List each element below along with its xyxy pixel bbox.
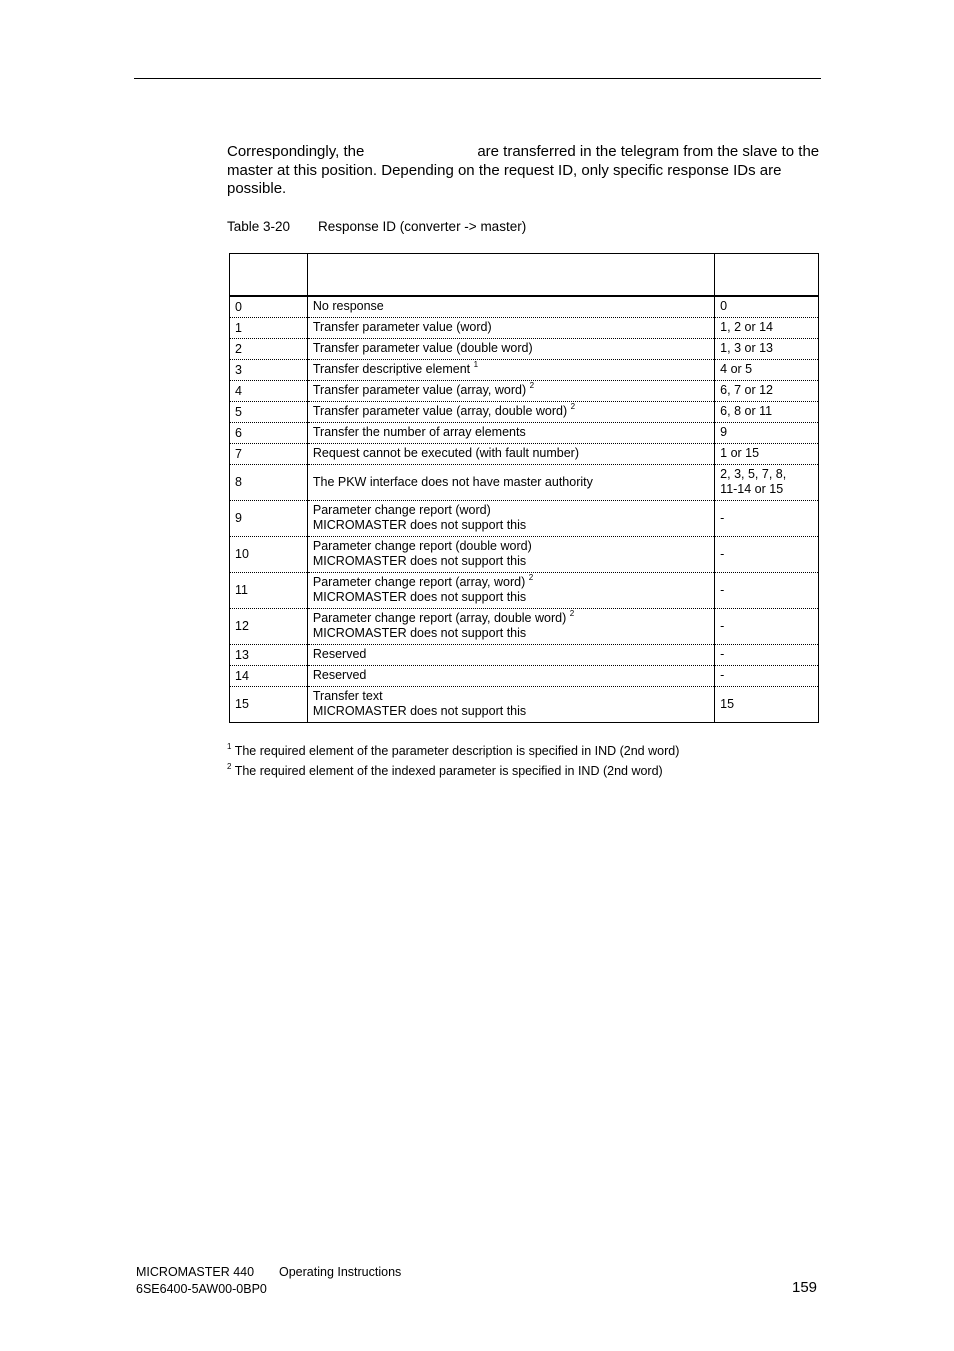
- table-row: [230, 686, 819, 722]
- description-line: [313, 446, 709, 461]
- description-cell: [307, 317, 714, 338]
- request-id-cell: [715, 608, 819, 644]
- request-id-cell: [715, 401, 819, 422]
- description-line: [313, 704, 709, 719]
- description-cell: [307, 644, 714, 665]
- description-text: Transfer parameter value (array, double word): [312, 404, 568, 418]
- request-id-value: 1, 3 or 13: [720, 341, 773, 355]
- description-line: [313, 425, 709, 440]
- description-cell: [307, 572, 714, 608]
- footer-order-number: 6SE6400-5AW00-0BP0: [136, 1282, 267, 1296]
- request-id-value: 9: [720, 425, 728, 439]
- description-line: [313, 626, 709, 641]
- footnote-1: [227, 744, 679, 758]
- description-line: [313, 404, 709, 419]
- page-footer: [136, 1264, 401, 1298]
- header-cell-id: [230, 254, 308, 297]
- request-id-cell: [715, 317, 819, 338]
- description-line: [313, 539, 709, 554]
- intro-text-start: Correspondingly, the: [227, 143, 365, 160]
- request-id-value: 1 or 15: [720, 446, 760, 460]
- description-text: Reserved: [312, 647, 367, 661]
- footnote-reference: 1: [473, 360, 479, 369]
- request-id-value: 6, 7 or 12: [720, 383, 773, 397]
- table-header-row: [230, 254, 819, 297]
- footnote-mark: 2: [227, 762, 232, 771]
- response-id-cell: 8: [230, 464, 308, 500]
- request-id-cell: [715, 422, 819, 443]
- footer-doc-type: Operating Instructions: [279, 1265, 402, 1279]
- header-cell-description: [307, 254, 714, 297]
- description-line: [313, 554, 709, 569]
- description-line: [313, 518, 709, 533]
- description-line: [313, 575, 709, 590]
- description-cell: [307, 380, 714, 401]
- table-row: [230, 536, 819, 572]
- description-text: Transfer parameter value (word): [312, 320, 492, 334]
- table-row: [230, 317, 819, 338]
- description-line: [313, 647, 709, 662]
- description-text: Transfer text: [312, 689, 383, 703]
- description-text: Reserved: [312, 668, 367, 682]
- table-row: [230, 572, 819, 608]
- intro-text-end: are transferred in the telegram from the slave to the master at this position. Depending on the request ID, only specific response IDs are possible.: [227, 143, 820, 197]
- table-number: Table 3-20: [227, 219, 291, 234]
- footer-product: MICROMASTER 440: [136, 1265, 255, 1279]
- table-row: [230, 401, 819, 422]
- footnote-reference: 2: [569, 609, 575, 618]
- table-row: [230, 443, 819, 464]
- description-text: MICROMASTER does not support this: [312, 554, 527, 568]
- footnote-reference: 2: [570, 402, 576, 411]
- description-line: [313, 341, 709, 356]
- request-id-cell: [715, 536, 819, 572]
- request-id-value: 11-14 or 15: [720, 482, 784, 496]
- description-text: Transfer descriptive element: [312, 362, 471, 376]
- footnote-text: The required element of the indexed parameter is specified in IND (2nd word): [234, 764, 663, 778]
- description-text: No response: [312, 299, 384, 314]
- description-cell: [307, 464, 714, 500]
- request-id-cell: [715, 500, 819, 536]
- description-cell: [307, 359, 714, 380]
- description-cell: [307, 443, 714, 464]
- request-id-cell: [715, 296, 819, 317]
- request-id-value: 15: [720, 696, 735, 711]
- response-id-cell: 7: [230, 443, 308, 464]
- request-id-value: 6, 8 or 11: [720, 404, 773, 418]
- response-id-cell: 13: [230, 644, 308, 665]
- table-row: [230, 608, 819, 644]
- description-line: [313, 475, 709, 490]
- description-text: Transfer the number of array elements: [312, 425, 526, 439]
- request-id-value: 1, 2 or 14: [720, 320, 773, 334]
- request-id-value: 4 or 5: [720, 362, 753, 376]
- description-text: Parameter change report (double word): [312, 539, 532, 553]
- description-text: Parameter change report (array, double word): [312, 611, 567, 625]
- response-id-cell: 12: [230, 608, 308, 644]
- request-id-cell: [715, 380, 819, 401]
- description-line: [313, 299, 709, 314]
- table-caption: [227, 219, 526, 234]
- table-body: [230, 296, 819, 722]
- request-id-value: -: [720, 510, 725, 525]
- response-id-cell: 6: [230, 422, 308, 443]
- response-id-cell: 1: [230, 317, 308, 338]
- description-cell: [307, 500, 714, 536]
- request-id-value: 0: [720, 299, 728, 314]
- response-id-cell: 4: [230, 380, 308, 401]
- request-id-cell: [715, 464, 819, 500]
- description-cell: [307, 686, 714, 722]
- description-text: The PKW interface does not have master authority: [312, 474, 593, 489]
- footnote-reference: 2: [529, 381, 535, 390]
- request-id-cell: [715, 443, 819, 464]
- intro-paragraph: [227, 143, 822, 199]
- request-id-value: -: [720, 647, 725, 661]
- response-id-cell: 9: [230, 500, 308, 536]
- request-id-cell: [715, 572, 819, 608]
- description-line: [313, 689, 709, 704]
- table-row: [230, 665, 819, 686]
- table-row: [230, 644, 819, 665]
- description-line: [313, 320, 709, 335]
- description-text: Transfer parameter value (array, word): [312, 383, 527, 397]
- footnote-2: [227, 764, 663, 778]
- response-id-cell: 5: [230, 401, 308, 422]
- request-id-cell: [715, 665, 819, 686]
- request-id-cell: [715, 644, 819, 665]
- request-id-value: -: [720, 618, 725, 633]
- table-title: Response ID (converter -> master): [318, 219, 527, 234]
- description-text: Parameter change report (word): [312, 503, 491, 517]
- page-number: 159: [792, 1279, 818, 1296]
- description-cell: [307, 401, 714, 422]
- description-text: Transfer parameter value (double word): [312, 341, 533, 355]
- description-text: MICROMASTER does not support this: [312, 590, 527, 604]
- table-row: [230, 359, 819, 380]
- response-id-table: [229, 253, 819, 723]
- footnote-mark: 1: [227, 742, 232, 751]
- description-cell: [307, 608, 714, 644]
- description-text: MICROMASTER does not support this: [312, 518, 527, 532]
- description-cell: [307, 422, 714, 443]
- description-text: MICROMASTER does not support this: [312, 626, 527, 640]
- table-row: [230, 296, 819, 317]
- description-line: [313, 668, 709, 683]
- response-id-cell: 3: [230, 359, 308, 380]
- description-cell: [307, 665, 714, 686]
- request-id-value: 2, 3, 5, 7, 8,: [720, 467, 787, 481]
- footnote-reference: 2: [528, 573, 534, 582]
- response-id-cell: 0: [230, 296, 308, 317]
- description-line: [313, 503, 709, 518]
- request-id-cell: [715, 359, 819, 380]
- table-row: [230, 422, 819, 443]
- description-cell: [307, 536, 714, 572]
- table-row: [230, 380, 819, 401]
- description-text: Parameter change report (array, word): [312, 575, 526, 589]
- table-row: [230, 338, 819, 359]
- response-id-cell: 2: [230, 338, 308, 359]
- description-cell: [307, 296, 714, 317]
- description-text: MICROMASTER does not support this: [312, 704, 527, 718]
- description-line: [313, 383, 709, 398]
- request-id-value: -: [720, 668, 725, 682]
- response-id-cell: 15: [230, 686, 308, 722]
- response-id-cell: 10: [230, 536, 308, 572]
- response-id-cell: 11: [230, 572, 308, 608]
- description-line: [313, 611, 709, 626]
- description-line: [313, 590, 709, 605]
- footnote-text: The required element of the parameter description is specified in IND (2nd word): [234, 744, 680, 758]
- request-id-cell: [715, 686, 819, 722]
- table-row: [230, 464, 819, 500]
- description-line: [313, 362, 709, 377]
- table-row: [230, 500, 819, 536]
- response-id-cell: 14: [230, 665, 308, 686]
- request-id-value: -: [720, 546, 725, 561]
- request-id-cell: [715, 338, 819, 359]
- description-text: Request cannot be executed (with fault number): [312, 446, 580, 460]
- request-id-value: -: [720, 582, 725, 597]
- header-cell-request-id: [715, 254, 819, 297]
- header-rule: [134, 78, 821, 79]
- description-cell: [307, 338, 714, 359]
